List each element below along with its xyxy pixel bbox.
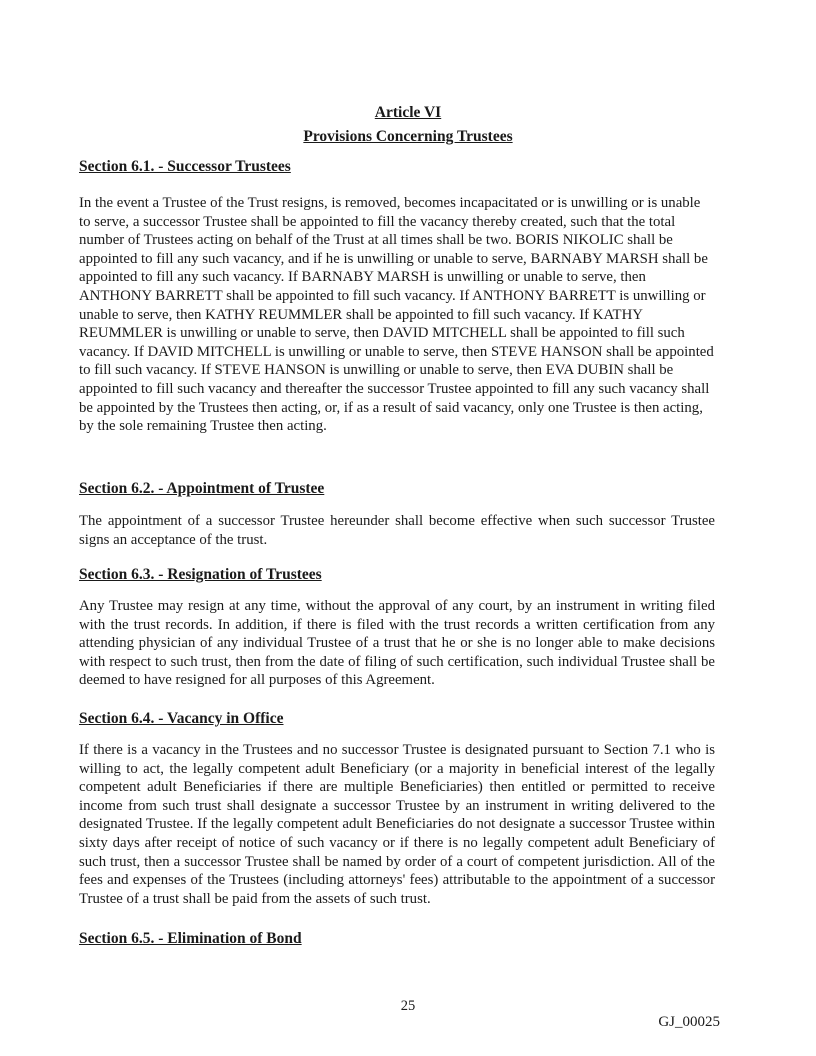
section-6-3-heading: Section 6.3. - Resignation of Trustees — [79, 566, 322, 583]
section-6-1-heading: Section 6.1. - Successor Trustees — [79, 158, 291, 175]
page-number: 25 — [400, 998, 416, 1014]
section-6-5-heading: Section 6.5. - Elimination of Bond — [79, 930, 302, 947]
section-6-4-heading: Section 6.4. - Vacancy in Office — [79, 710, 284, 727]
article-subtitle: Provisions Concerning Trustees — [303, 128, 513, 145]
section-6-4-body: If there is a vacancy in the Trustees and no successor Trustee is designated pursuant to Section 7.1 who is willing to act, the legally competent adult Beneficiary (or a majority in beneficial interest of the legally competent adult Beneficiaries if there are multiple Beneficiaries) then entitled or permitted to receive income from such trust shall designate a successor Trustee by an instrument in writing delivered to the designated Trustee. If the legally competent adult Beneficiaries do not designate a successor Trustee within sixty days after receipt of notice of such vacancy or if there is no legally competent adult Beneficiary of such trust, then a successor Trustee shall be named by order of a court of competent jurisdiction. All of the fees and expenses of the Trustees (including attorneys' fees) attributable to the appointment of a successor Trustee of a trust shall be paid from the assets of such trust. — [79, 742, 715, 907]
bates-number: GJ_00025 — [658, 1014, 720, 1030]
section-6-1-body: In the event a Trustee of the Trust resigns, is removed, becomes incapacitated or is unwilling or is unable to serve, a successor Trustee shall be appointed to fill the vacancy thereby created, such that the total number of Trustees acting on behalf of the Trust at all times shall be two. BORIS NIKOLIC shall be appointed to fill any such vacancy, and if he is unwilling or unable to serve, BARNABY MARSH shall be appointed to fill any such vacancy. If BARNABY MARSH is unwilling or unable to serve, then ANTHONY BARRETT shall be appointed to fill such vacancy. If ANTHONY BARRETT is unwilling or unable to serve, then KATHY REUMMLER shall be appointed to fill such vacancy. If KATHY REUMMLER is unwilling or unable to serve, then DAVID MITCHELL shall be appointed to fill such vacancy. If DAVID MITCHELL is unwilling or unable to serve, then STEVE HANSON shall be appointed to fill such vacancy. If STEVE HANSON is unwilling or unable to serve, then EVA DUBIN shall be appointed to fill such vacancy and thereafter the successor Trustee appointed to fill any such vacancy shall be appointed by the Trustees then acting, or, if as a result of said vacancy, only one Trustee is then acting, by the sole remaining Trustee then acting. — [79, 195, 714, 435]
section-6-2-body: The appointment of a successor Trustee hereunder shall become effective when such successor Trustee signs an acceptance of the trust. — [79, 513, 715, 548]
section-6-3-body: Any Trustee may resign at any time, without the approval of any court, by an instrument in writing filed with the trust records. In addition, if there is filed with the trust records a written certification from any attending physician of any individual Trustee of a trust that he or she is no longer able to make decisions with respect to such trust, then from the date of filing of such certification, such individual Trustee shall be deemed to have resigned for all purposes of this Agreement. — [79, 598, 715, 689]
section-6-2-heading: Section 6.2. - Appointment of Trustee — [79, 480, 325, 497]
article-title: Article VI — [374, 104, 442, 121]
